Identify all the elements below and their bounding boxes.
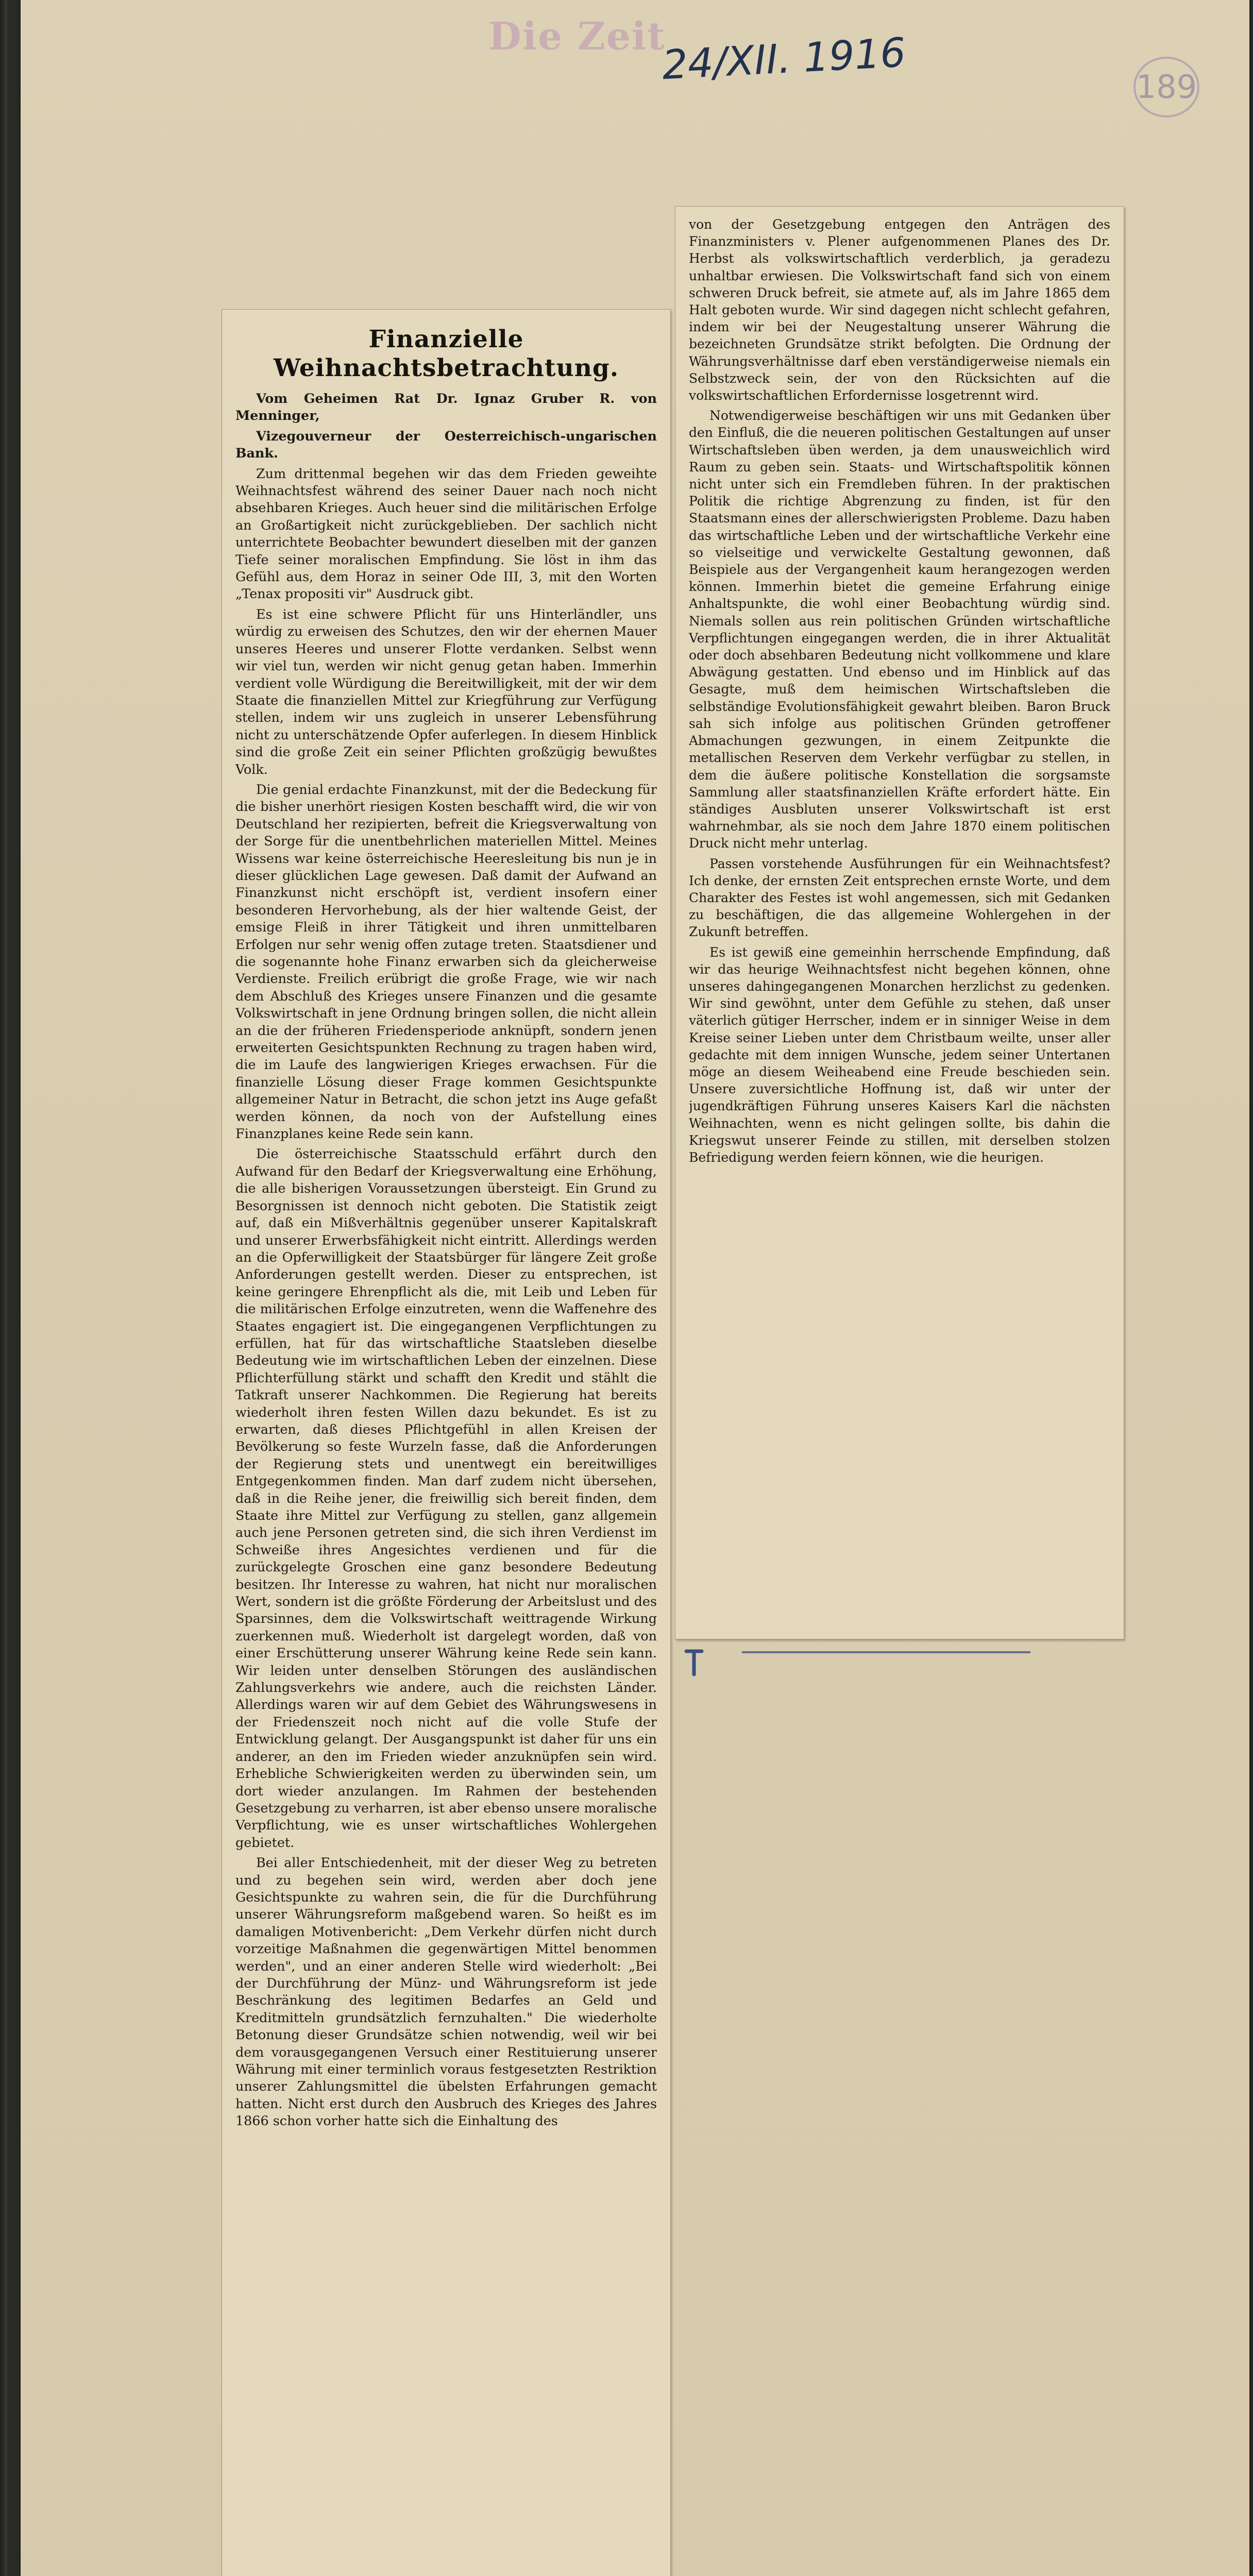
right-column-text: [689, 216, 1110, 1630]
paragraph: Die österreichische Staatsschuld erfährt durch den Aufwand für den Bedarf der Kriegsverwaltung eine Erhöhung, die alle bisherigen Voraussetzungen übersteigt. Ein Grund zu Besorgnissen ist dennoch nicht geboten. Die Statistik zeigt auf, daß ein Mißverhältnis gegenüber unserer Kapitalskraft und unserer Erwerbsfähigkeit nicht eintritt. Allerdings werden an die Opferwilligkeit der Staatsbürger für längere Zeit große Anforderungen gestellt werden. Dieser zu entsprechen, ist keine geringere Ehrenpflicht als die, mit Leib und Leben für die militärischen Erfolge einzutreten, wenn die Waffenehre des Staates engagiert ist. Die eingegangenen Verpflichtungen zu erfüllen, hat für das wirtschaftliche Staatsleben dieselbe Bedeutung wie im wirtschaftlichen Leben der einzelnen. Diese Pflichterfüllung stärkt und schafft den Kredit und stählt die Tatkraft unserer Nachkommen. Die Regierung hat bereits wiederholt ihren festen Willen dazu bekundet. Es ist zu erwarten, daß dieses Pflichtgefühl in allen Kreisen der Bevölkerung so feste Wurzeln fasse, daß die Anforderungen der Regierung stets und unentwegt ein bereitwilliges Entgegenkommen finden. Man darf zudem nicht übersehen, daß in die Reihe jener, die freiwillig sich bereit finden, dem Staate ihre Mittel zur Verfügung zu stellen, ganz allgemein auch jene Personen getreten sind, die sich ihren Verdienst im Schweiße ihres Angesichtes verdienen und für die zurückgelegte Groschen eine ganz besondere Bedeutung besitzen. Ihr Interesse zu wahren, hat nicht nur moralischen Wert, sondern ist die größte Förderung der Arbeitslust und des Sparsinnes, dem die Volkswirtschaft weittragende Wirkung zuerkennen muß. Wiederholt ist dargelegt worden, daß von einer Erschütterung unserer Währung keine Rede sein kann. Wir leiden unter denselben Störungen des ausländischen Zahlungsverkehrs wie andere, auch die reichsten Länder. Allerdings waren wir auf dem Gebiet des Währungswesens in der Friedenszeit noch nicht auf die volle Stufe der Entwicklung gelangt. Der Ausgangspunkt ist daher für uns ein anderer, an den im Frieden wieder anzuknüpfen sein wird. Erhebliche Schwierigkeiten werden zu überwinden sein, um dort wieder anzulangen. Im Rahmen der bestehenden Gesetzgebung zu verharren, ist aber ebenso unsere moralische Verpflichtung, wie es unser wirtschaftliches Wohlergehen gebietet.: [235, 1146, 657, 1850]
newspaper-stamp: Die Zeit: [488, 14, 666, 59]
paragraph: Passen vorstehende Ausführungen für ein Weihnachtsfest? Ich denke, der ernsten Zeit entsprechen ernste Worte, und dem Charakter des Festes ist wohl angemessen, sich mit Gedanken zu beschäftigen, die das allgemeine Wohlergehen in der Zukunft betreffen.: [689, 856, 1110, 940]
left-column-text: [235, 319, 657, 2576]
pencil-underline: [742, 1651, 1030, 1653]
clipping-left-column: [222, 309, 671, 2576]
clipping-right-column: [675, 206, 1124, 1639]
folio-number-stamp: 189: [1133, 57, 1199, 117]
paragraph: Notwendigerweise beschäftigen wir uns mit Gedanken über den Einfluß, die die neueren politischen Gestaltungen auf unser Wirtschaftsleben üben werden, ja dem unausweichlich wird Raum zu geben sein. Staats- und Wirtschaftspolitik können nicht unter sich ein Fremdleben führen. In der praktischen Politik die richtige Abgrenzung zu finden, ist für den Staatsmann eines der allerschwierigsten Probleme. Dazu haben das wirtschaftliche Leben und der wirtschaftliche Verkehr eine so vielseitige und verwickelte Gestaltung gewonnen, daß Beispiele aus der Vergangenheit kaum herangezogen werden können. Immerhin bietet die gemeine Erfahrung einige Anhaltspunkte, die wohl einer Beobachtung würdig sind. Niemals sollen aus rein politischen Gründen wirtschaftliche Verpflichtungen eingegangen werden, die in ihrer Aktualität oder doch absehbaren Bedeutung nicht vollkommene und klare Abwägung gestatten. Und ebenso und im Hinblick auf das Gesagte, muß dem heimischen Wirtschaftsleben die selbständige Evolutionsfähigkeit gewahrt bleiben. Baron Bruck sah sich infolge aus politischen Gründen getroffener Abmachungen gezwungen, in einem Zeitpunkte die metallischen Reserven dem Verkehr verfügbar zu stellen, in dem die äußere politische Konstellation die sorgsamste Sammlung aller staatsfinanziellen Kräfte erfordert hätte. Ein ständiges Ausbluten unserer Volkswirtschaft ist erst wahrnehmbar, als sie noch dem Jahre 1870 einem politischen Druck nicht mehr unterlag.: [689, 408, 1110, 851]
paragraph: Bei aller Entschiedenheit, mit der dieser Weg zu betreten und zu begehen sein wird, werden aber doch jene Gesichtspunkte zu wahren sein, die für die Durchführung unserer Währungsreform maßgebend waren. So heißt es im damaligen Motivenbericht: „Dem Verkehr dürfen nicht durch vorzeitige Maßnahmen die gegenwärtigen Mittel benommen werden", und an einer anderen Stelle wird wiederholt: „Bei der Durchführung der Münz- und Währungsreform ist jede Beschränkung des legitimen Bedarfes an Geld und Kreditmitteln grundsätzlich fernzuhalten." Die wiederholte Betonung dieser Grundsätze schien notwendig, weil wir bei dem vorausgegangenen Versuch einer Restituierung unserer Währung mit einer terminlich voraus festgesetzten Restriktion unserer Zahlungsmittel die übelsten Erfahrungen gemacht hatten. Nicht erst durch den Ausbruch des Krieges des Jahres 1866 schon vorher hatte sich die Einhaltung des: [235, 1855, 657, 2129]
paragraph: Es ist gewiß eine gemeinhin herrschende Empfindung, daß wir das heurige Weihnachtsfest nicht begehen können, ohne unseres dahingegangenen Monarchen herzlichst zu gedenken. Wir sind gewöhnt, unter dem Gefühle zu stehen, daß unser väterlich gütiger Herrscher, indem er in sinniger Weise in dem Kreise seiner Lieben unter dem Christbaum weilte, unser aller gedachte mit dem innigen Wunsche, jedem seiner Untertanen möge an diesem Weiheabend eine Freude beschieden sein. Unsere zuversichtliche Hoffnung ist, daß wir unter der jugendkräftigen Führung unseres Kaisers Karl die nächsten Weihnachten, wenn es nicht gelingen sollte, bis dahin die Kriegswut unserer Feinde zu stillen, mit derselben stolzen Befriedigung werden feiern können, wie die heurigen.: [689, 944, 1110, 1165]
paragraph: von der Gesetzgebung entgegen den Anträgen des Finanzministers v. Plener aufgenommenen Planes des Dr. Herbst als volkswirtschaftlich verderblich, ja geradezu unhaltbar erwiesen. Die Volkswirtschaft fand sich von einem schweren Druck befreit, sie atmete auf, als im Jahre 1865 dem Halt geboten wurde. Wir sind dagegen nicht schlecht gefahren, indem wir bei der Neugestaltung unserer Währung die bezeichneten Grundsätze strikt befolgten. Die Ordnung der Währungsverhältnisse darf eben verständigerweise niemals ein Selbstzweck sein, der von den Rücksichten auf die volkswirtschaftlichen Erfordernisse losgetrennt wird.: [689, 217, 1110, 403]
paragraph: Die genial erdachte Finanzkunst, mit der die Bedeckung für die bisher unerhört riesigen Kosten beschafft wird, die wir von Deutschland her rezipierten, befreit die Kriegsverwaltung von der Sorge für die unentbehrlichen materiellen Mittel. Meines Wissens war keine österreichische Heeresleitung bis nun je in dieser glücklichen Lage gewesen. Daß damit der Aufwand an Finanzkunst nicht erschöpft ist, verdient insofern einer besonderen Hervorhebung, als der hier waltende Geist, der emsige Fleiß in ihrer Tätigkeit und ihren unmittelbaren Erfolgen nur sehr wenig offen zutage treten. Staatsdiener und die sogenannte hohe Finanz erwarben sich da gleicherweise Verdienste. Freilich erübrigt die große Frage, wie wir nach dem Abschluß des Krieges unsere Finanzen und die gesamte Volkswirtschaft in jene Ordnung bringen sollen, die nicht allein an die der früheren Friedensperiode anknüpft, sondern jenen erweiterten Gesichtspunkten Rechnung zu tragen haben wird, die im Laufe des langwierigen Krieges erwachsen. Für die finanzielle Lösung dieser Frage kommen Gesichtspunkte allgemeiner Natur in Betracht, die schon jetzt ins Auge gefaßt werden können, da noch von der Aufstellung eines Finanzplanes keine Rede sein kann.: [235, 781, 657, 1142]
article-headline: Finanzielle Weihnachtsbetrachtung.: [273, 325, 619, 382]
article-subtitle: Vizegouverneur der Oesterreichisch-ungarischen Bank.: [235, 428, 657, 461]
article-byline: Vom Geheimen Rat Dr. Ignaz Gruber R. von Menninger,: [235, 391, 657, 423]
scan-edge-shadow: [0, 0, 7, 2576]
pencil-check-mark: [681, 1646, 727, 1677]
paragraph: Zum drittenmal begehen wir das dem Frieden geweihte Weihnachtsfest während des seiner Dauer nach noch nicht absehbaren Krieges. Auch heuer sind die militärischen Erfolge an Großartigkeit nicht zurückgeblieben. Der sachlich nicht unterrichtete Beobachter bewundert dieselben mit der ganzen Tiefe seiner moralischen Empfindung. Sie löst in ihm das Gefühl aus, dem Horaz in seiner Ode III, 3, mit den Worten „Tenax propositi vir" Ausdruck gibt.: [235, 465, 657, 602]
paragraph: Es ist eine schwere Pflicht für uns Hinterländler, uns würdig zu erweisen des Schutzes, den wir der ehernen Mauer unseres Heeres und unserer Flotte verdanken. Selbst wenn wir viel tun, werden wir nicht genug getan haben. Immerhin verdient volle Würdigung die Bereitwilligkeit, mit der wir dem Staate die finanziellen Mittel zur Kriegführung zur Verfügung stellen, indem wir uns zugleich in unserer Lebensführung nicht zu unterschätzende Opfer auferlegen. In diesem Hinblick sind die große Zeit ein seiner Pflichten großzügig bewußtes Volk.: [235, 606, 657, 777]
handwritten-date: 24/XII. 1916: [661, 29, 907, 89]
